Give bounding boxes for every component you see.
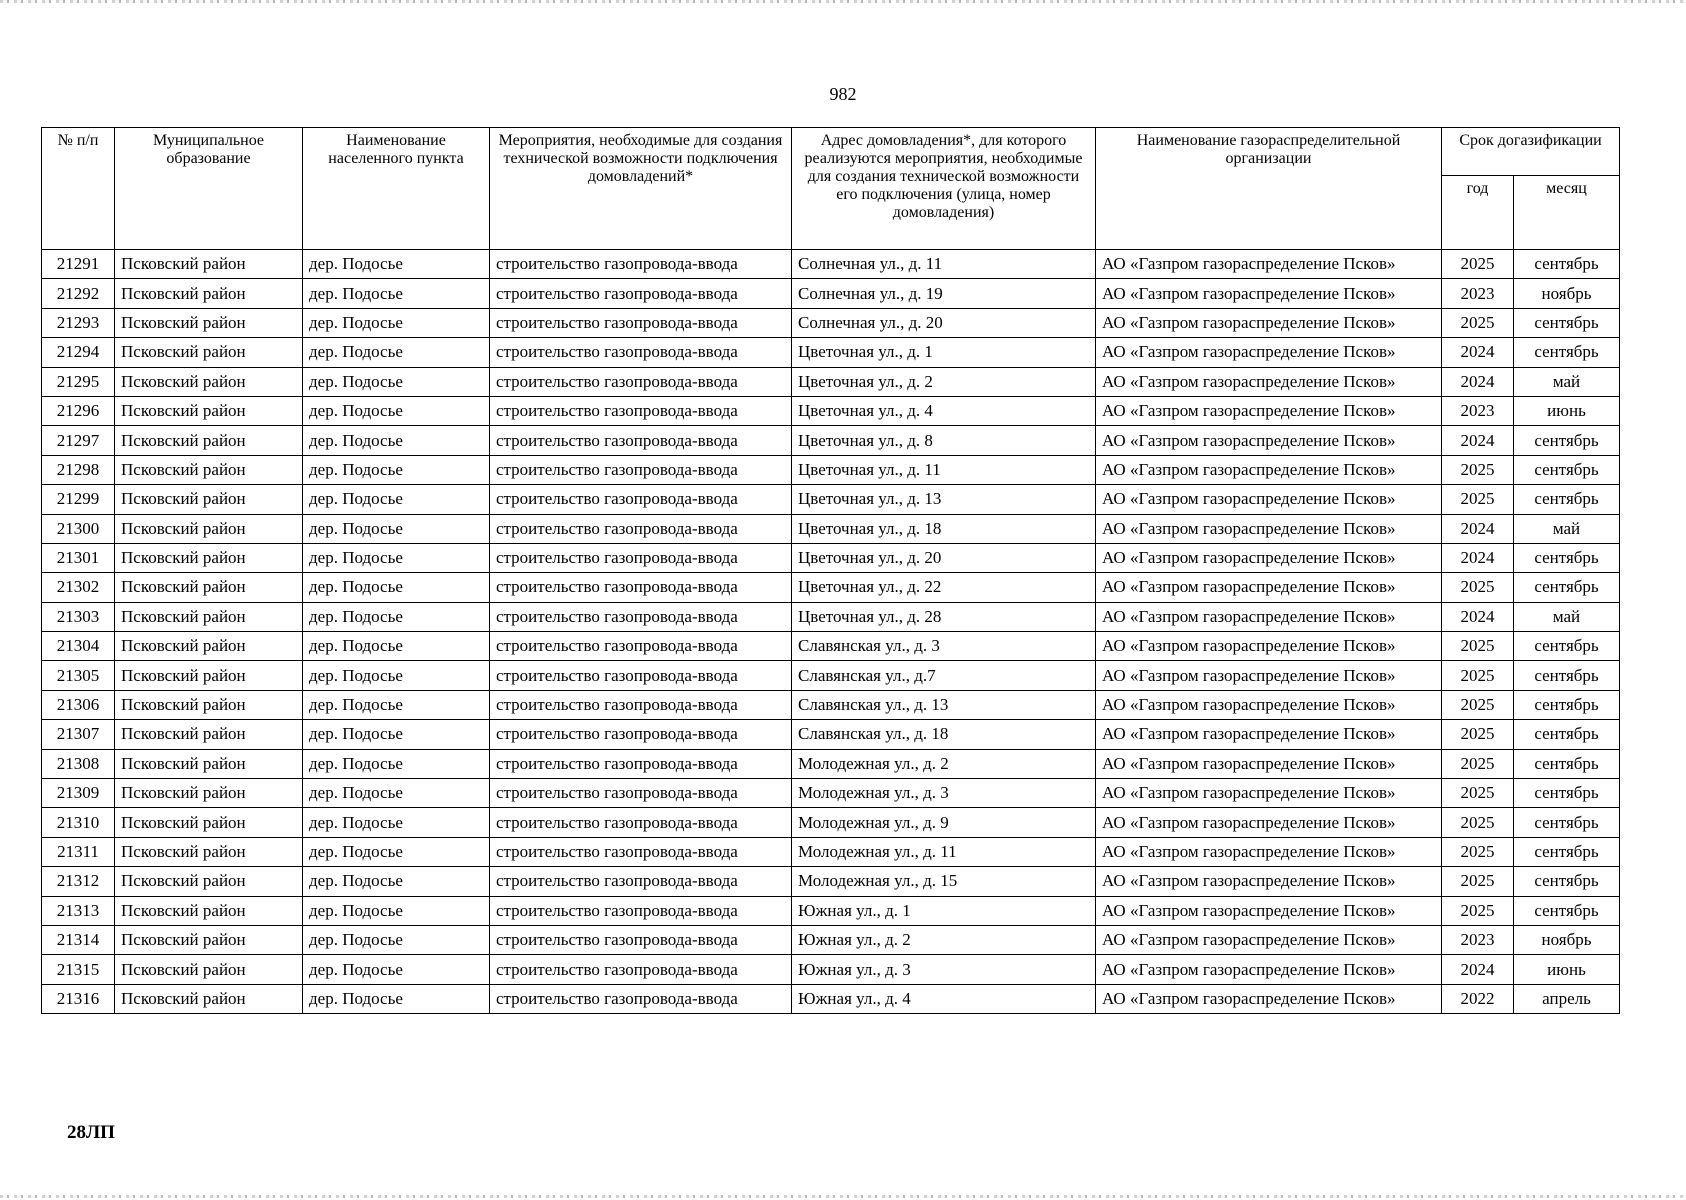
cell-year: 2025	[1442, 837, 1514, 866]
cell-municipality: Псковский район	[115, 573, 303, 602]
cell-measure: строительство газопровода-ввода	[490, 338, 792, 367]
table-row	[42, 455, 1620, 484]
cell-year: 2025	[1442, 632, 1514, 661]
cell-organization: АО «Газпром газораспределение Псков»	[1096, 308, 1442, 337]
cell-municipality: Псковский район	[115, 426, 303, 455]
cell-year: 2023	[1442, 396, 1514, 425]
table-row	[42, 573, 1620, 602]
cell-organization: АО «Газпром газораспределение Псков»	[1096, 867, 1442, 896]
cell-address: Солнечная ул., д. 20	[792, 308, 1096, 337]
cell-num: 21301	[42, 543, 115, 572]
cell-measure: строительство газопровода-ввода	[490, 514, 792, 543]
cell-month: сентябрь	[1514, 749, 1620, 778]
cell-organization: АО «Газпром газораспределение Псков»	[1096, 632, 1442, 661]
cell-settlement: дер. Подосье	[303, 279, 490, 308]
cell-address: Цветочная ул., д. 2	[792, 367, 1096, 396]
cell-settlement: дер. Подосье	[303, 367, 490, 396]
cell-settlement: дер. Подосье	[303, 573, 490, 602]
cell-year: 2024	[1442, 514, 1514, 543]
cell-municipality: Псковский район	[115, 661, 303, 690]
cell-year: 2025	[1442, 896, 1514, 925]
table-row	[42, 396, 1620, 425]
page-number: 982	[829, 84, 857, 104]
cell-month: сентябрь	[1514, 485, 1620, 514]
cell-address: Цветочная ул., д. 1	[792, 338, 1096, 367]
cell-measure: строительство газопровода-ввода	[490, 573, 792, 602]
cell-organization: АО «Газпром газораспределение Псков»	[1096, 455, 1442, 484]
cell-settlement: дер. Подосье	[303, 896, 490, 925]
cell-organization: АО «Газпром газораспределение Псков»	[1096, 543, 1442, 572]
table-row	[42, 661, 1620, 690]
header-address: Адрес домовладения*, для которого реализуются мероприятия, необходимые для создания технической возможности его подключения (улица, номер домовладения)	[792, 128, 1096, 250]
cell-address: Южная ул., д. 4	[792, 984, 1096, 1013]
cell-settlement: дер. Подосье	[303, 426, 490, 455]
gasification-table	[41, 127, 1620, 1014]
cell-organization: АО «Газпром газораспределение Псков»	[1096, 984, 1442, 1013]
table-row	[42, 338, 1620, 367]
cell-address: Молодежная ул., д. 2	[792, 749, 1096, 778]
table-row	[42, 367, 1620, 396]
cell-municipality: Псковский район	[115, 308, 303, 337]
cell-address: Цветочная ул., д. 4	[792, 396, 1096, 425]
cell-num: 21294	[42, 338, 115, 367]
cell-month: сентябрь	[1514, 632, 1620, 661]
cell-municipality: Псковский район	[115, 485, 303, 514]
table-header	[42, 128, 1620, 250]
table-row	[42, 632, 1620, 661]
cell-organization: АО «Газпром газораспределение Псков»	[1096, 808, 1442, 837]
cell-municipality: Псковский район	[115, 602, 303, 631]
cell-month: сентябрь	[1514, 896, 1620, 925]
cell-address: Цветочная ул., д. 28	[792, 602, 1096, 631]
cell-year: 2025	[1442, 749, 1514, 778]
cell-organization: АО «Газпром газораспределение Псков»	[1096, 837, 1442, 866]
cell-month: сентябрь	[1514, 661, 1620, 690]
cell-num: 21296	[42, 396, 115, 425]
cell-municipality: Псковский район	[115, 396, 303, 425]
cell-month: июнь	[1514, 396, 1620, 425]
cell-month: сентябрь	[1514, 837, 1620, 866]
cell-num: 21302	[42, 573, 115, 602]
table-row	[42, 485, 1620, 514]
table-row	[42, 984, 1620, 1013]
cell-num: 21316	[42, 984, 115, 1013]
cell-measure: строительство газопровода-ввода	[490, 250, 792, 279]
cell-address: Славянская ул., д. 3	[792, 632, 1096, 661]
cell-municipality: Псковский район	[115, 779, 303, 808]
cell-year: 2023	[1442, 279, 1514, 308]
cell-municipality: Псковский район	[115, 455, 303, 484]
cell-municipality: Псковский район	[115, 808, 303, 837]
cell-num: 21306	[42, 690, 115, 719]
cell-organization: АО «Газпром газораспределение Псков»	[1096, 250, 1442, 279]
table-row	[42, 925, 1620, 954]
cell-settlement: дер. Подосье	[303, 837, 490, 866]
cell-organization: АО «Газпром газораспределение Псков»	[1096, 661, 1442, 690]
cell-measure: строительство газопровода-ввода	[490, 867, 792, 896]
cell-month: ноябрь	[1514, 925, 1620, 954]
cell-settlement: дер. Подосье	[303, 543, 490, 572]
cell-num: 21297	[42, 426, 115, 455]
cell-measure: строительство газопровода-ввода	[490, 779, 792, 808]
cell-measure: строительство газопровода-ввода	[490, 426, 792, 455]
cell-num: 21295	[42, 367, 115, 396]
header-term: Срок догазификации	[1442, 128, 1620, 176]
cell-year: 2022	[1442, 984, 1514, 1013]
cell-num: 21309	[42, 779, 115, 808]
scan-edge-bottom	[0, 1195, 1686, 1198]
table-row	[42, 543, 1620, 572]
cell-municipality: Псковский район	[115, 867, 303, 896]
cell-year: 2024	[1442, 955, 1514, 984]
cell-measure: строительство газопровода-ввода	[490, 896, 792, 925]
cell-organization: АО «Газпром газораспределение Псков»	[1096, 573, 1442, 602]
table-row	[42, 955, 1620, 984]
cell-municipality: Псковский район	[115, 690, 303, 719]
cell-num: 21291	[42, 250, 115, 279]
cell-month: сентябрь	[1514, 455, 1620, 484]
cell-measure: строительство газопровода-ввода	[490, 837, 792, 866]
cell-month: сентябрь	[1514, 250, 1620, 279]
cell-num: 21292	[42, 279, 115, 308]
cell-num: 21293	[42, 308, 115, 337]
cell-address: Молодежная ул., д. 3	[792, 779, 1096, 808]
table-body	[42, 250, 1620, 1014]
cell-settlement: дер. Подосье	[303, 250, 490, 279]
cell-organization: АО «Газпром газораспределение Псков»	[1096, 690, 1442, 719]
cell-year: 2025	[1442, 690, 1514, 719]
table-row	[42, 837, 1620, 866]
cell-settlement: дер. Подосье	[303, 984, 490, 1013]
cell-organization: АО «Газпром газораспределение Псков»	[1096, 925, 1442, 954]
cell-month: ноябрь	[1514, 279, 1620, 308]
cell-month: сентябрь	[1514, 779, 1620, 808]
cell-municipality: Псковский район	[115, 720, 303, 749]
header-settlement: Наименование населенного пункта	[303, 128, 490, 250]
cell-num: 21315	[42, 955, 115, 984]
cell-settlement: дер. Подосье	[303, 338, 490, 367]
cell-num: 21314	[42, 925, 115, 954]
cell-num: 21313	[42, 896, 115, 925]
cell-year: 2025	[1442, 779, 1514, 808]
header-organization: Наименование газораспределительной организации	[1096, 128, 1442, 250]
cell-year: 2025	[1442, 455, 1514, 484]
table-row	[42, 602, 1620, 631]
cell-year: 2024	[1442, 426, 1514, 455]
cell-num: 21312	[42, 867, 115, 896]
table-row	[42, 896, 1620, 925]
cell-address: Солнечная ул., д. 19	[792, 279, 1096, 308]
cell-measure: строительство газопровода-ввода	[490, 661, 792, 690]
cell-measure: строительство газопровода-ввода	[490, 602, 792, 631]
cell-year: 2024	[1442, 543, 1514, 572]
cell-measure: строительство газопровода-ввода	[490, 367, 792, 396]
cell-year: 2024	[1442, 338, 1514, 367]
cell-municipality: Псковский район	[115, 749, 303, 778]
cell-municipality: Псковский район	[115, 514, 303, 543]
table-row	[42, 690, 1620, 719]
cell-num: 21303	[42, 602, 115, 631]
header-municipality: Муниципальное образование	[115, 128, 303, 250]
cell-month: июнь	[1514, 955, 1620, 984]
cell-settlement: дер. Подосье	[303, 925, 490, 954]
header-num: № п/п	[42, 128, 115, 250]
cell-organization: АО «Газпром газораспределение Псков»	[1096, 396, 1442, 425]
cell-num: 21304	[42, 632, 115, 661]
cell-year: 2025	[1442, 808, 1514, 837]
cell-settlement: дер. Подосье	[303, 808, 490, 837]
cell-organization: АО «Газпром газораспределение Псков»	[1096, 779, 1442, 808]
cell-organization: АО «Газпром газораспределение Псков»	[1096, 720, 1442, 749]
cell-address: Цветочная ул., д. 11	[792, 455, 1096, 484]
cell-num: 21308	[42, 749, 115, 778]
table-row	[42, 250, 1620, 279]
cell-measure: строительство газопровода-ввода	[490, 808, 792, 837]
cell-num: 21311	[42, 837, 115, 866]
cell-month: сентябрь	[1514, 338, 1620, 367]
cell-organization: АО «Газпром газораспределение Псков»	[1096, 896, 1442, 925]
cell-num: 21307	[42, 720, 115, 749]
cell-year: 2024	[1442, 367, 1514, 396]
cell-num: 21310	[42, 808, 115, 837]
cell-month: сентябрь	[1514, 573, 1620, 602]
cell-address: Славянская ул., д.7	[792, 661, 1096, 690]
scan-edge-top	[0, 0, 1686, 3]
header-month: месяц	[1514, 176, 1620, 250]
cell-num: 21299	[42, 485, 115, 514]
table-row	[42, 749, 1620, 778]
cell-organization: АО «Газпром газораспределение Псков»	[1096, 279, 1442, 308]
cell-settlement: дер. Подосье	[303, 955, 490, 984]
table-row	[42, 308, 1620, 337]
cell-measure: строительство газопровода-ввода	[490, 720, 792, 749]
cell-organization: АО «Газпром газораспределение Псков»	[1096, 367, 1442, 396]
cell-measure: строительство газопровода-ввода	[490, 632, 792, 661]
cell-year: 2025	[1442, 661, 1514, 690]
cell-num: 21298	[42, 455, 115, 484]
cell-settlement: дер. Подосье	[303, 602, 490, 631]
cell-settlement: дер. Подосье	[303, 396, 490, 425]
cell-organization: АО «Газпром газораспределение Псков»	[1096, 602, 1442, 631]
cell-settlement: дер. Подосье	[303, 749, 490, 778]
cell-municipality: Псковский район	[115, 925, 303, 954]
cell-year: 2025	[1442, 485, 1514, 514]
cell-month: сентябрь	[1514, 426, 1620, 455]
cell-municipality: Псковский район	[115, 984, 303, 1013]
cell-measure: строительство газопровода-ввода	[490, 455, 792, 484]
cell-address: Цветочная ул., д. 22	[792, 573, 1096, 602]
cell-measure: строительство газопровода-ввода	[490, 984, 792, 1013]
table-row	[42, 720, 1620, 749]
cell-measure: строительство газопровода-ввода	[490, 749, 792, 778]
table-row	[42, 779, 1620, 808]
cell-month: сентябрь	[1514, 808, 1620, 837]
cell-measure: строительство газопровода-ввода	[490, 955, 792, 984]
table-row	[42, 808, 1620, 837]
footer-code: 28ЛП	[67, 1122, 115, 1143]
table-row	[42, 279, 1620, 308]
cell-measure: строительство газопровода-ввода	[490, 485, 792, 514]
cell-organization: АО «Газпром газораспределение Псков»	[1096, 955, 1442, 984]
cell-address: Цветочная ул., д. 8	[792, 426, 1096, 455]
cell-measure: строительство газопровода-ввода	[490, 396, 792, 425]
cell-year: 2025	[1442, 573, 1514, 602]
cell-address: Молодежная ул., д. 11	[792, 837, 1096, 866]
cell-municipality: Псковский район	[115, 955, 303, 984]
cell-month: сентябрь	[1514, 690, 1620, 719]
cell-year: 2025	[1442, 250, 1514, 279]
cell-settlement: дер. Подосье	[303, 514, 490, 543]
cell-settlement: дер. Подосье	[303, 661, 490, 690]
header-measures: Мероприятия, необходимые для создания технической возможности подключения домовладений*	[490, 128, 792, 250]
cell-settlement: дер. Подосье	[303, 720, 490, 749]
cell-address: Славянская ул., д. 13	[792, 690, 1096, 719]
cell-organization: АО «Газпром газораспределение Псков»	[1096, 338, 1442, 367]
cell-municipality: Псковский район	[115, 543, 303, 572]
cell-num: 21305	[42, 661, 115, 690]
cell-municipality: Псковский район	[115, 632, 303, 661]
cell-municipality: Псковский район	[115, 338, 303, 367]
cell-municipality: Псковский район	[115, 279, 303, 308]
cell-month: май	[1514, 514, 1620, 543]
cell-address: Цветочная ул., д. 18	[792, 514, 1096, 543]
cell-address: Цветочная ул., д. 20	[792, 543, 1096, 572]
cell-month: май	[1514, 602, 1620, 631]
cell-municipality: Псковский район	[115, 250, 303, 279]
cell-settlement: дер. Подосье	[303, 690, 490, 719]
cell-municipality: Псковский район	[115, 896, 303, 925]
cell-address: Молодежная ул., д. 9	[792, 808, 1096, 837]
cell-settlement: дер. Подосье	[303, 308, 490, 337]
cell-address: Южная ул., д. 2	[792, 925, 1096, 954]
cell-address: Цветочная ул., д. 13	[792, 485, 1096, 514]
table-row	[42, 867, 1620, 896]
cell-settlement: дер. Подосье	[303, 632, 490, 661]
cell-measure: строительство газопровода-ввода	[490, 925, 792, 954]
cell-year: 2024	[1442, 602, 1514, 631]
cell-organization: АО «Газпром газораспределение Псков»	[1096, 485, 1442, 514]
cell-settlement: дер. Подосье	[303, 867, 490, 896]
header-year: год	[1442, 176, 1514, 250]
cell-year: 2025	[1442, 720, 1514, 749]
cell-municipality: Псковский район	[115, 837, 303, 866]
table-row	[42, 514, 1620, 543]
cell-settlement: дер. Подосье	[303, 455, 490, 484]
cell-measure: строительство газопровода-ввода	[490, 690, 792, 719]
cell-settlement: дер. Подосье	[303, 779, 490, 808]
cell-address: Солнечная ул., д. 11	[792, 250, 1096, 279]
cell-year: 2023	[1442, 925, 1514, 954]
cell-year: 2025	[1442, 308, 1514, 337]
cell-address: Южная ул., д. 3	[792, 955, 1096, 984]
cell-month: апрель	[1514, 984, 1620, 1013]
cell-organization: АО «Газпром газораспределение Псков»	[1096, 426, 1442, 455]
cell-settlement: дер. Подосье	[303, 485, 490, 514]
cell-month: сентябрь	[1514, 543, 1620, 572]
cell-year: 2025	[1442, 867, 1514, 896]
table-row	[42, 426, 1620, 455]
cell-address: Южная ул., д. 1	[792, 896, 1096, 925]
cell-organization: АО «Газпром газораспределение Псков»	[1096, 749, 1442, 778]
cell-month: май	[1514, 367, 1620, 396]
cell-measure: строительство газопровода-ввода	[490, 279, 792, 308]
cell-month: сентябрь	[1514, 308, 1620, 337]
cell-num: 21300	[42, 514, 115, 543]
cell-municipality: Псковский район	[115, 367, 303, 396]
cell-address: Молодежная ул., д. 15	[792, 867, 1096, 896]
cell-measure: строительство газопровода-ввода	[490, 543, 792, 572]
cell-month: сентябрь	[1514, 867, 1620, 896]
cell-address: Славянская ул., д. 18	[792, 720, 1096, 749]
cell-measure: строительство газопровода-ввода	[490, 308, 792, 337]
cell-organization: АО «Газпром газораспределение Псков»	[1096, 514, 1442, 543]
cell-month: сентябрь	[1514, 720, 1620, 749]
